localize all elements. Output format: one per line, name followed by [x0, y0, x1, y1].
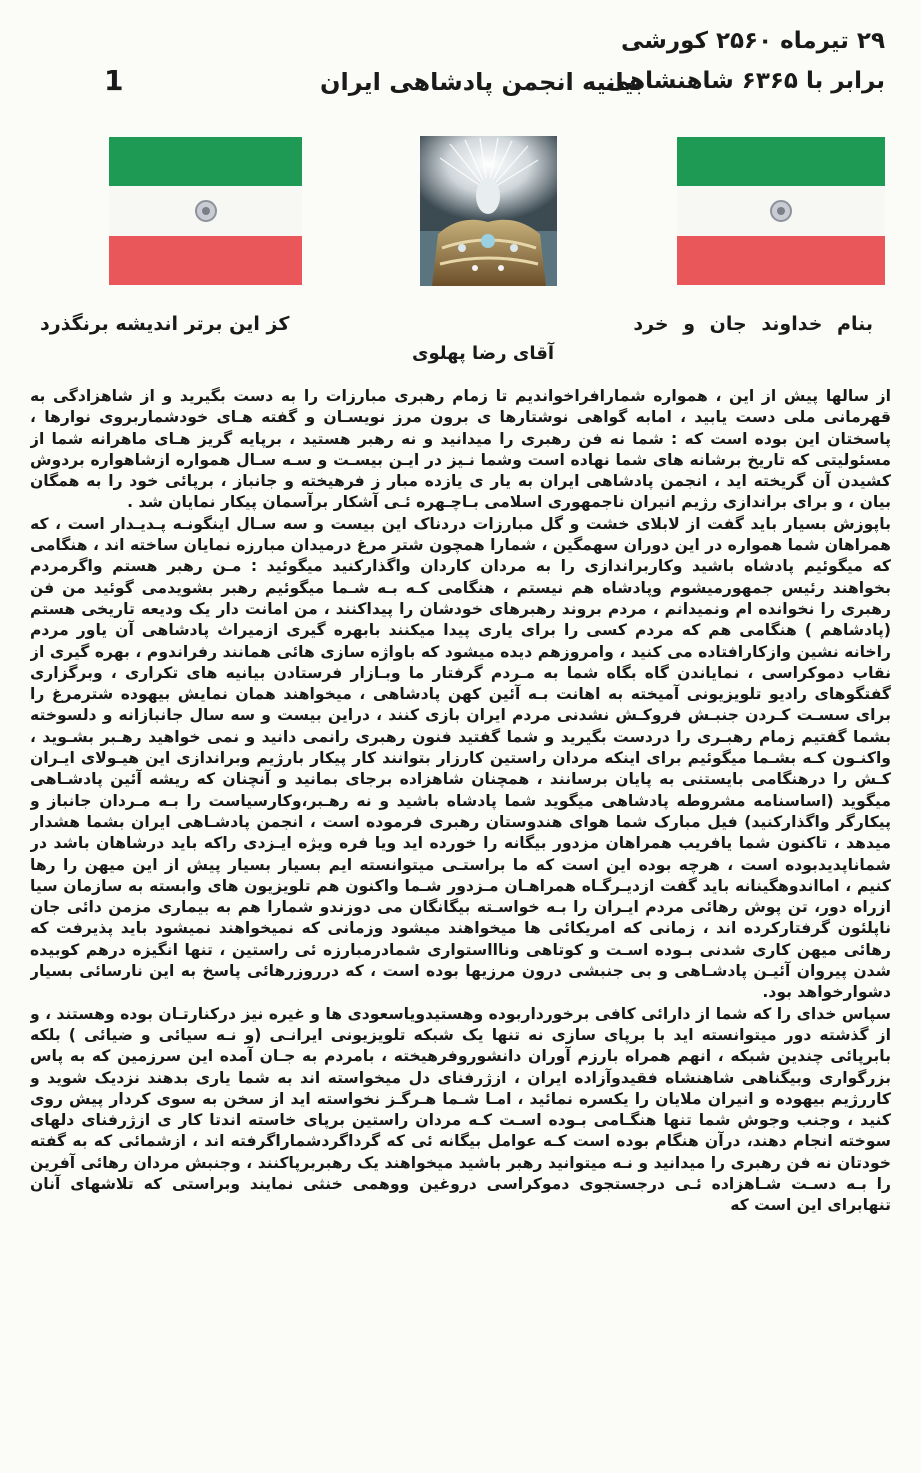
pahlavi-crown-image: [420, 136, 557, 286]
iran-flag-right: [677, 137, 885, 285]
paragraph: سپاس خدای را که شما از دارائی کافی برخورداربوده وهستیدویاسعودی ها و غیره نیز درکنارتـان بوده وهستند ، و از گذشته دور میتوانسته اید با برپای سازی نه تنها یک شبکه تلویزیونی ایرانـی (و نـه سیائی و ضیائی ) بلکه بابرپائی چندین شبکه ، انهم همراه بارزم آوران دانشوروفرهیخته ، بامردم به جـان آمده این سرزمین که به پاس بزرگواری وبیگناهی شاهنشاه فقیدوآزاده ایران ، ازژرفنای دل میخواسته اند به شما یاری بدهند نزدیک شوید و کاررژیم بیهوده و انیران ملایان را یکسره نمائید ، امـا شـما هـرگـز نخواسته اید از سخن به سوی کردار پیش روی کنید ، وجنب وجوش شما تنها هنگـامی بـوده اسـت کـه مردان راستین برپای خاسته اندتا کار ی ازژرفنای دلهای سوخته انجام دهند، درآن هنگام بوده است کـه عوامل بیگانه ئی که گرداگردشماراگرفته اند ، ازشمائی که به گفته خودتان نه فن رهبری را میدانید و نـه میتوانید رهبر باشید میخواهند یک رهبربرپاکنند ، وجنبش مردان رهائی آفرین را بـه دسـت شـاهزاده ئـی درجستجوی دموکراسی دروغین ووهمی خنثی نمایند وبراستی که تلاشهای آنان تنهابرای این است که: [30, 1004, 891, 1215]
verse-first-half: بنام خداوند جان و خرد: [633, 313, 873, 335]
flag-green-band: [109, 137, 302, 186]
flag-white-band: [109, 186, 302, 235]
date-line: ۲۹ تیرماه ۲۵۶۰ کورشی: [621, 28, 885, 54]
statement-body: [30, 386, 891, 1466]
page-number: 1: [104, 64, 124, 97]
flag-white-band: [677, 186, 885, 235]
flag-green-band: [677, 137, 885, 186]
equivalent-date-line: برابر با ۶۳۶۵ شاهنشاهی: [605, 68, 885, 94]
lion-and-sun-emblem-icon: [195, 200, 217, 222]
verse-second-half: کز این برتر اندیشه برنگذرد: [40, 313, 290, 335]
flag-red-band: [677, 236, 885, 285]
page-title: بیانیه انجمن پادشاهی ایران: [320, 68, 644, 96]
iran-flag-left: [109, 137, 302, 285]
crown-icon: [420, 136, 557, 286]
paragraph: باپوزش بسیار باید گفت از لابلای خشت و گل مبارزات دردناک این بیست و سه سـال اینگونـه پـدیـدار است ، که همراهان شما همواره در این دوران سهمگین ، شمارا همچون شتر مرغ درمیدان مبارزه نمایان ساخته اند ، هنگامی که میگوئیم پادشاه باشید وکاربراندازی را به مردان کاردان واگذارکنید میگوئید : مـن رهبر هستم واگرمردم بخواهند رئیس جمهورمیشوم وپادشاه هم نیستم ، هنگامی کـه بـه شـما میگوئیم رهبر بشویدمی گوئید من فن رهبری را نخوانده ام ونمیدانم ، مردم بروند رهبرهای خودشان را پیداکنند ، من امانت دار یک ودیعه تاریخی هستم (پادشاهم ) هنگامی هم که مردم کسی را برای یاری پیدا میکنند بابهره گیری ازمیراث پادشاهی آن یاور مردم راخانه نشین وازکارافتاده می کنید ، وامروزهم دیده میشود که باواژه سازی هائی همانند رفراندوم ، بهره گیری از نقاب دموکراسی ، نمایاندن گاه بگاه شما به مـردم گرفتار ما وبـازار فرستادن بیانیه های تکراری ، وبرگزاری گفتگوهای رادیو تلویزیونی آمیخته به اهانت بـه آئین کهن پادشاهی ، میخواهند همان نمایش بیهوده شترمرغ را برای سسـت کـردن جنبـش فروکـش نشدنی مردم ایران بازی کنند ، دراین بیست و سه سال جانبازانه و دلسوخته بشما گفتیم زمام رهبـری را دردست بگیرید و شما گفتید فنون رهبری رانمی دانید و نمی خواهید رهـبر بشـوید ، واکنـون کـه بشـما میگوئیم برای اینکه مردان راستین کارزار بتوانند کار پیکار بارژیم وبراندازی این هیـولای ایـران کـش را درهنگامی بایستنی به پایان برسانند ، همچنان شاهزاده برجای بمانید و آنچنان که ریشه آئین پادشـاهی میگوید (اساسنامه مشروطه پادشاهی میگوید شما پادشاه باشید و نه رهـبر،وکارسیاست را بـه مـردان جانباز و پیکارگر واگذارکنید) فیل مبارک شما هوای هندوستان رهبری فرموده است ، انجمن پادشـاهی ایران بشما هشدار میدهد ، تاکنون شما یافریب همراهان مزدور بیگانه را خورده اید ویا فره ویژه ایـزدی راکه باید درشاهان باشد در شمانا‌پدیدبوده است ، هرچه بوده این است که ما براستـی میتوانسته ایم بسیار بسیار پیش از این میهن را رها کنیم ، امااندوهگینانه باید گفت ازدیـرگـاه همراهـان مـزدور شـما واکنون هم تلویزیون های وابسته به سازمان سیا ازراه دور، تن پوش رهائی مردم ایـران را بـه خواسـته بیگانگان می دوزندو شمارا هم به بیماری مزمن دائی جان ناپلئون گرفتارکرده اند ، زمانی که امریکائی ها میخواهند میشود وزمانی که نمیخواهند نمیشود باید پذیرفت که رهائی میهن کاری شدنی بـوده اسـت و کوتاهی وناااستواری شمادرمبارزه ئی راستین ، تنها انگیزه درهم کوبیده شدن پیروان آئیـن پادشـاهی و بی جنبشی درون مرزیها بوده است ، که درروزرهائی پاسخ به این نارسائی بسیار دشوارخواهد بود.: [30, 514, 891, 1002]
paragraph: از سالها پیش از این ، همواره شمارافراخواندیم تا زمام رهبری مبارزات را به دست بگیرید و از شاهزادگی به قهرمانی ملی دست یابید ، امابه گواهی نوشتارها ی برون مرز نویسـان و گفته هـای خودشماربروی نوارها ، پاسختان این بوده است که : شما نه فن رهبری را میدانید و نه رهبر هستید ، برپایه گریز هـای ماهرانه شما از مسئولیتی که تاریخ برشانه های شما نهاده است وشما نـیز در ایـن بیسـت و سـه سـال همواره ازشاهواره بردوش کشیدن آن گریخته اید ، انجمن پادشاهی ایران به یار ی یازده مبار ز فرهیخته و جانباز ، برپائی خود را به همگان بیان ، و برای براندازی رژیم انیران ناجمهوری اسلامی بـاچـهره ئـی آشکار برآسمان پیکار نمایان شد .: [30, 387, 891, 512]
addressee-name: آقای رضا پهلوی: [412, 343, 555, 364]
lion-and-sun-emblem-icon: [770, 200, 792, 222]
flag-red-band: [109, 236, 302, 285]
